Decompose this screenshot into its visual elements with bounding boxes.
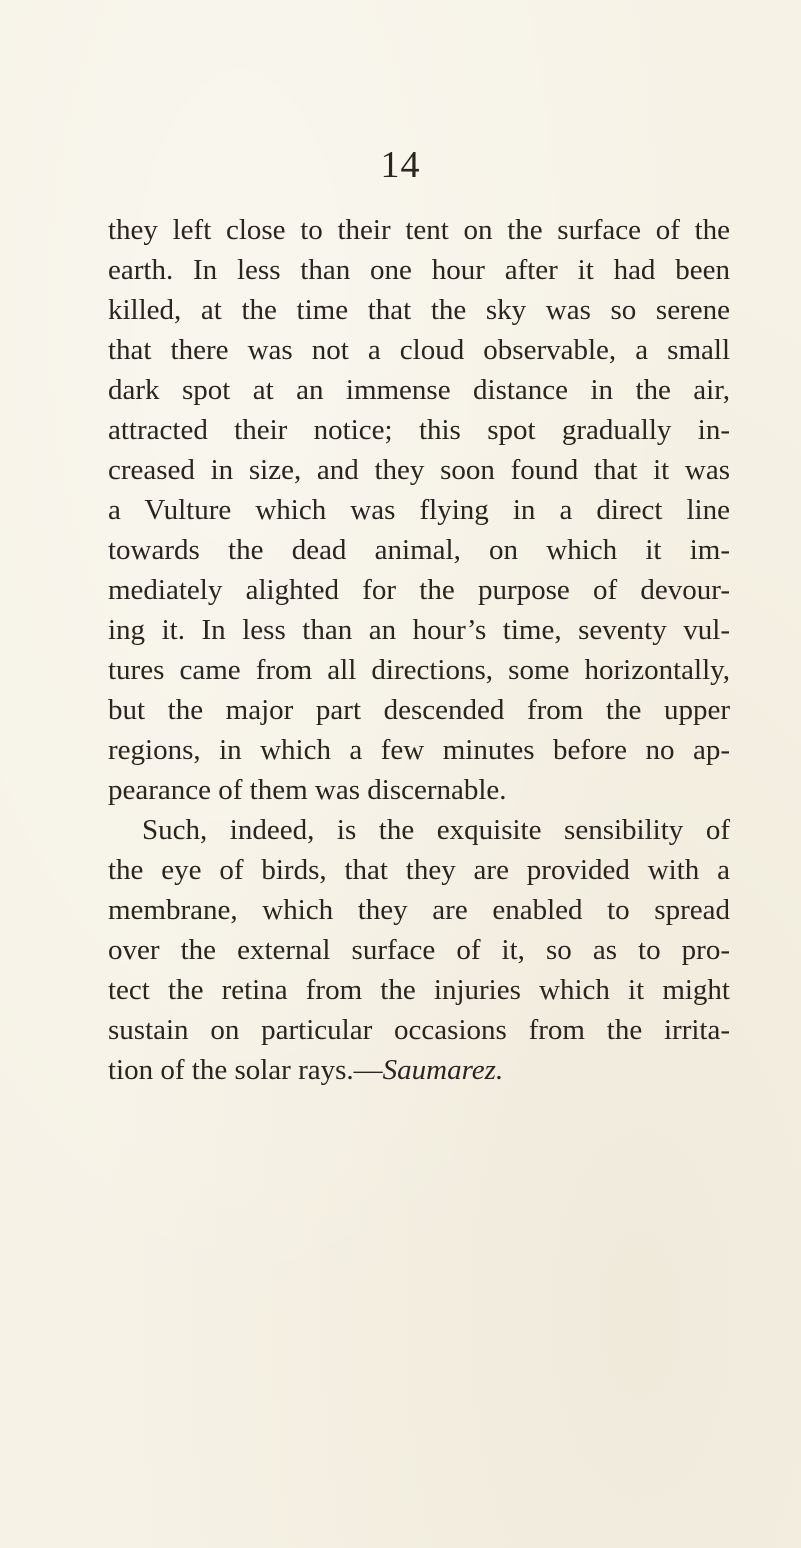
text-line: regions, in which a few minutes before no ap- [108,734,730,766]
attribution: Saumarez. [382,1054,504,1086]
text-line: tect the retina from the injuries which it might [108,974,730,1006]
text-line: a Vulture which was flying in a direct line [108,494,730,526]
text-line: the eye of birds, that they are provided with a [108,854,730,886]
text-line: towards the dead animal, on which it im- [108,534,730,566]
body-text [108,210,730,1090]
text-line: creased in size, and they soon found that it was [108,454,730,486]
paragraph-start-line: Such, indeed, is the exquisite sensibility of [142,814,730,846]
text-line: dark spot at an immense distance in the air, [108,374,730,406]
text-line: earth. In less than one hour after it had been [108,254,730,286]
final-line [108,1050,730,1090]
text-line: attracted their notice; this spot gradually in- [108,414,730,446]
page-number: 14 [380,144,421,186]
text-line: over the external surface of it, so as to pro- [108,934,730,966]
text-line: ing it. In less than an hour’s time, seventy vul- [108,614,730,646]
text-line: pearance of them was discernable. [108,774,507,806]
text-line: they left close to their tent on the surface of the [108,214,730,246]
final-line-text: tion of the solar rays.— [108,1054,383,1086]
text-line: tures came from all directions, some horizontally, [108,654,730,686]
text-line: membrane, which they are enabled to spread [108,894,730,926]
text-line: mediately alighted for the purpose of devour- [108,574,730,606]
text-line: killed, at the time that the sky was so serene [108,294,730,326]
text-line: but the major part descended from the upper [108,694,730,726]
text-line: that there was not a cloud observable, a small [108,334,730,366]
text-line: sustain on particular occasions from the irrita- [108,1014,730,1046]
